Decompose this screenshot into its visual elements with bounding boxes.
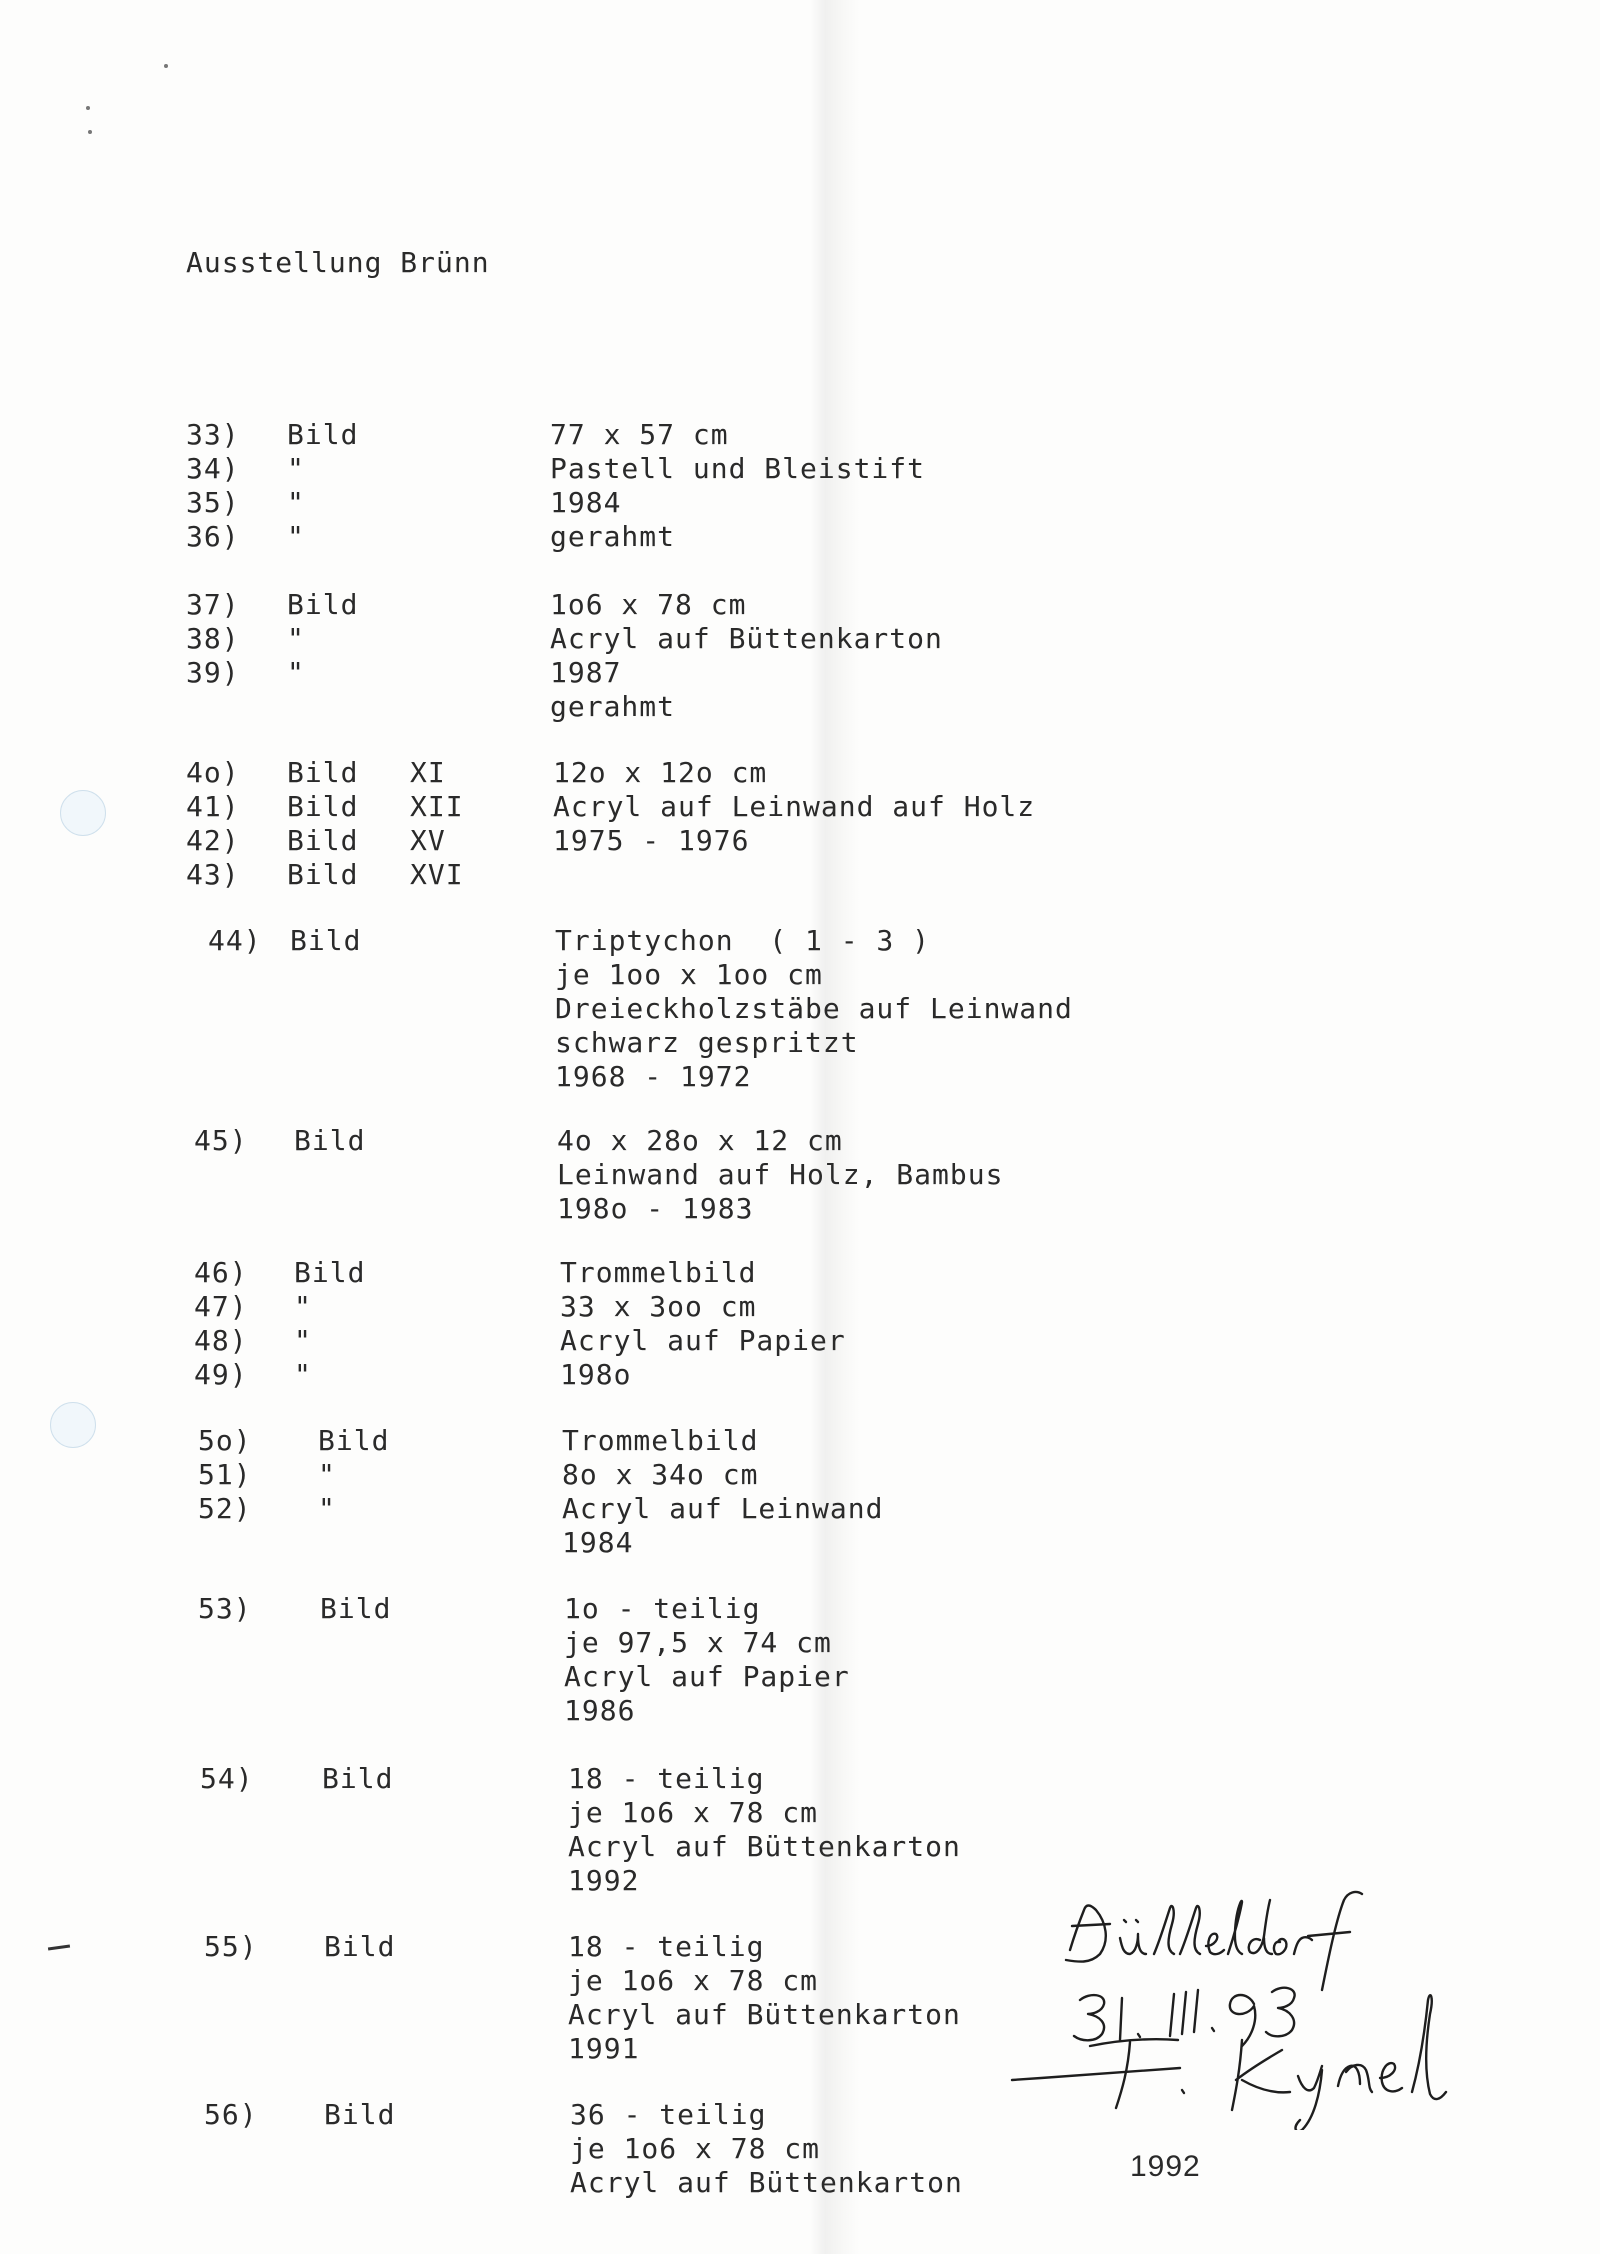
catalog-number: 46) bbox=[194, 1256, 248, 1289]
work-detail: 1o6 x 78 cm bbox=[550, 588, 747, 621]
work-label-column bbox=[324, 1930, 395, 1964]
roman-numeral: XII bbox=[410, 790, 464, 823]
work-detail: gerahmt bbox=[550, 690, 676, 723]
paper-speck bbox=[88, 130, 92, 134]
work-label: Bild bbox=[320, 1592, 392, 1625]
catalog-number-column bbox=[204, 2098, 258, 2132]
work-detail: Trommelbild bbox=[560, 1256, 757, 1289]
punch-hole bbox=[60, 790, 106, 836]
work-label-column bbox=[287, 756, 358, 892]
work-label: Bild bbox=[287, 824, 359, 857]
catalog-number: 38) bbox=[186, 622, 240, 655]
work-detail: Acryl auf Büttenkarton bbox=[550, 622, 943, 655]
work-label: " bbox=[287, 452, 305, 485]
work-label-column bbox=[294, 1124, 365, 1158]
work-detail-column bbox=[562, 1424, 883, 1560]
work-detail: 198o - 1983 bbox=[557, 1192, 754, 1225]
work-label: Bild bbox=[324, 2098, 396, 2131]
work-detail-column bbox=[568, 1930, 961, 2066]
work-detail-column bbox=[550, 418, 925, 554]
catalog-number: 4o) bbox=[186, 756, 240, 789]
work-detail: Acryl auf Papier bbox=[560, 1324, 846, 1357]
work-detail-column bbox=[553, 756, 1035, 858]
roman-numeral: XVI bbox=[410, 858, 464, 891]
work-label: Bild bbox=[287, 418, 359, 451]
catalog-number: 43) bbox=[186, 858, 240, 891]
work-detail-column bbox=[564, 1592, 850, 1728]
work-label: " bbox=[318, 1492, 336, 1525]
work-detail-column bbox=[557, 1124, 1003, 1226]
catalog-number: 49) bbox=[194, 1358, 248, 1391]
catalog-number-column bbox=[186, 588, 240, 690]
work-label-column bbox=[287, 418, 358, 554]
work-detail: je 1oo x 1oo cm bbox=[555, 958, 823, 991]
work-detail: Pastell und Bleistift bbox=[550, 452, 926, 485]
work-detail: Acryl auf Büttenkarton bbox=[568, 1830, 961, 1863]
catalog-number: 33) bbox=[186, 418, 240, 451]
margin-mark bbox=[48, 1944, 70, 1950]
work-label: " bbox=[318, 1458, 336, 1491]
handwritten-signature bbox=[1010, 1880, 1550, 2130]
catalog-number: 48) bbox=[194, 1324, 248, 1357]
work-detail: Acryl auf Leinwand auf Holz bbox=[553, 790, 1036, 823]
catalog-number: 44) bbox=[208, 924, 262, 957]
work-detail: Triptychon ( 1 - 3 ) bbox=[555, 924, 931, 957]
work-detail: Acryl auf Papier bbox=[564, 1660, 850, 1693]
work-detail: schwarz gespritzt bbox=[555, 1026, 859, 1059]
work-label: " bbox=[287, 622, 305, 655]
work-label: Bild bbox=[322, 1762, 394, 1795]
work-detail: 18 - teilig bbox=[568, 1762, 765, 1795]
catalog-number: 36) bbox=[186, 520, 240, 553]
catalog-number: 37) bbox=[186, 588, 240, 621]
work-label: Bild bbox=[287, 588, 359, 621]
work-detail: Acryl auf Leinwand bbox=[562, 1492, 884, 1525]
work-detail: 1968 - 1972 bbox=[555, 1060, 752, 1093]
work-detail: Acryl auf Büttenkarton bbox=[568, 1998, 961, 2031]
work-detail: 1984 bbox=[562, 1526, 634, 1559]
document-title: Ausstellung Brünn bbox=[186, 246, 490, 279]
work-detail: je 97,5 x 74 cm bbox=[564, 1626, 832, 1659]
work-detail: Leinwand auf Holz, Bambus bbox=[557, 1158, 1004, 1191]
work-label-column bbox=[318, 1424, 389, 1526]
signature-year: 1992 bbox=[1130, 2150, 1201, 2183]
work-detail: Trommelbild bbox=[562, 1424, 759, 1457]
catalog-number: 42) bbox=[186, 824, 240, 857]
work-detail: 36 - teilig bbox=[570, 2098, 767, 2131]
catalog-number-column bbox=[198, 1424, 252, 1526]
roman-numeral: XI bbox=[410, 756, 446, 789]
catalog-number: 34) bbox=[186, 452, 240, 485]
work-detail: 1o - teilig bbox=[564, 1592, 761, 1625]
catalog-number: 39) bbox=[186, 656, 240, 689]
work-detail: 198o bbox=[560, 1358, 632, 1391]
catalog-number: 52) bbox=[198, 1492, 252, 1525]
work-label-column bbox=[324, 2098, 395, 2132]
work-detail-column bbox=[555, 924, 1073, 1094]
catalog-number: 5o) bbox=[198, 1424, 252, 1457]
catalog-number-column bbox=[204, 1930, 258, 1964]
work-detail: gerahmt bbox=[550, 520, 676, 553]
work-label: Bild bbox=[324, 1930, 396, 1963]
work-label: Bild bbox=[287, 756, 359, 789]
work-label: Bild bbox=[294, 1124, 366, 1157]
work-detail: 33 x 3oo cm bbox=[560, 1290, 757, 1323]
work-detail: 1984 bbox=[550, 486, 622, 519]
work-label: Bild bbox=[287, 790, 359, 823]
catalog-number: 41) bbox=[186, 790, 240, 823]
work-detail: je 1o6 x 78 cm bbox=[570, 2132, 821, 2165]
work-detail-column bbox=[550, 588, 943, 724]
work-label: " bbox=[294, 1324, 312, 1357]
work-label-column bbox=[320, 1592, 391, 1626]
work-label: Bild bbox=[290, 924, 362, 957]
signature-drawing bbox=[1010, 1880, 1550, 2130]
catalog-number: 47) bbox=[194, 1290, 248, 1323]
work-detail: 1975 - 1976 bbox=[553, 824, 750, 857]
work-detail: 4o x 28o x 12 cm bbox=[557, 1124, 843, 1157]
work-label: Bild bbox=[294, 1256, 366, 1289]
work-label: " bbox=[287, 486, 305, 519]
catalog-number-column bbox=[208, 924, 262, 958]
work-label: " bbox=[287, 656, 305, 689]
work-detail: 77 x 57 cm bbox=[550, 418, 729, 451]
work-detail: 18 - teilig bbox=[568, 1930, 765, 1963]
work-label-column bbox=[287, 588, 358, 690]
work-label-column bbox=[322, 1762, 393, 1796]
catalog-number-column bbox=[194, 1124, 248, 1158]
work-detail: je 1o6 x 78 cm bbox=[568, 1964, 819, 1997]
catalog-number: 51) bbox=[198, 1458, 252, 1491]
work-detail: Acryl auf Büttenkarton bbox=[570, 2166, 963, 2199]
work-detail: Dreieckholzstäbe auf Leinwand bbox=[555, 992, 1073, 1025]
work-detail: 1991 bbox=[568, 2032, 640, 2065]
roman-numeral-column bbox=[410, 756, 464, 892]
work-label-column bbox=[290, 924, 361, 958]
work-detail-column bbox=[568, 1762, 961, 1898]
roman-numeral: XV bbox=[410, 824, 446, 857]
work-detail: 12o x 12o cm bbox=[553, 756, 768, 789]
catalog-number: 35) bbox=[186, 486, 240, 519]
catalog-number: 56) bbox=[204, 2098, 258, 2131]
punch-hole bbox=[50, 1402, 96, 1448]
work-detail: 1987 bbox=[550, 656, 622, 689]
work-label: " bbox=[294, 1290, 312, 1323]
catalog-number-column bbox=[186, 418, 240, 554]
work-label: " bbox=[287, 520, 305, 553]
paper-speck bbox=[164, 64, 168, 68]
work-label: " bbox=[294, 1358, 312, 1391]
work-detail-column bbox=[560, 1256, 846, 1392]
catalog-number-column bbox=[186, 756, 240, 892]
catalog-number-column bbox=[200, 1762, 254, 1796]
work-detail-column bbox=[570, 2098, 963, 2200]
catalog-number-column bbox=[198, 1592, 252, 1626]
work-detail: je 1o6 x 78 cm bbox=[568, 1796, 819, 1829]
work-label: Bild bbox=[318, 1424, 390, 1457]
work-label-column bbox=[294, 1256, 365, 1392]
catalog-number: 53) bbox=[198, 1592, 252, 1625]
work-label: Bild bbox=[287, 858, 359, 891]
catalog-number: 54) bbox=[200, 1762, 254, 1795]
work-detail: 1986 bbox=[564, 1694, 636, 1727]
work-detail: 1992 bbox=[568, 1864, 640, 1897]
catalog-number: 45) bbox=[194, 1124, 248, 1157]
catalog-number-column bbox=[194, 1256, 248, 1392]
paper-speck bbox=[86, 106, 90, 110]
work-detail: 8o x 34o cm bbox=[562, 1458, 759, 1491]
catalog-number: 55) bbox=[204, 1930, 258, 1963]
